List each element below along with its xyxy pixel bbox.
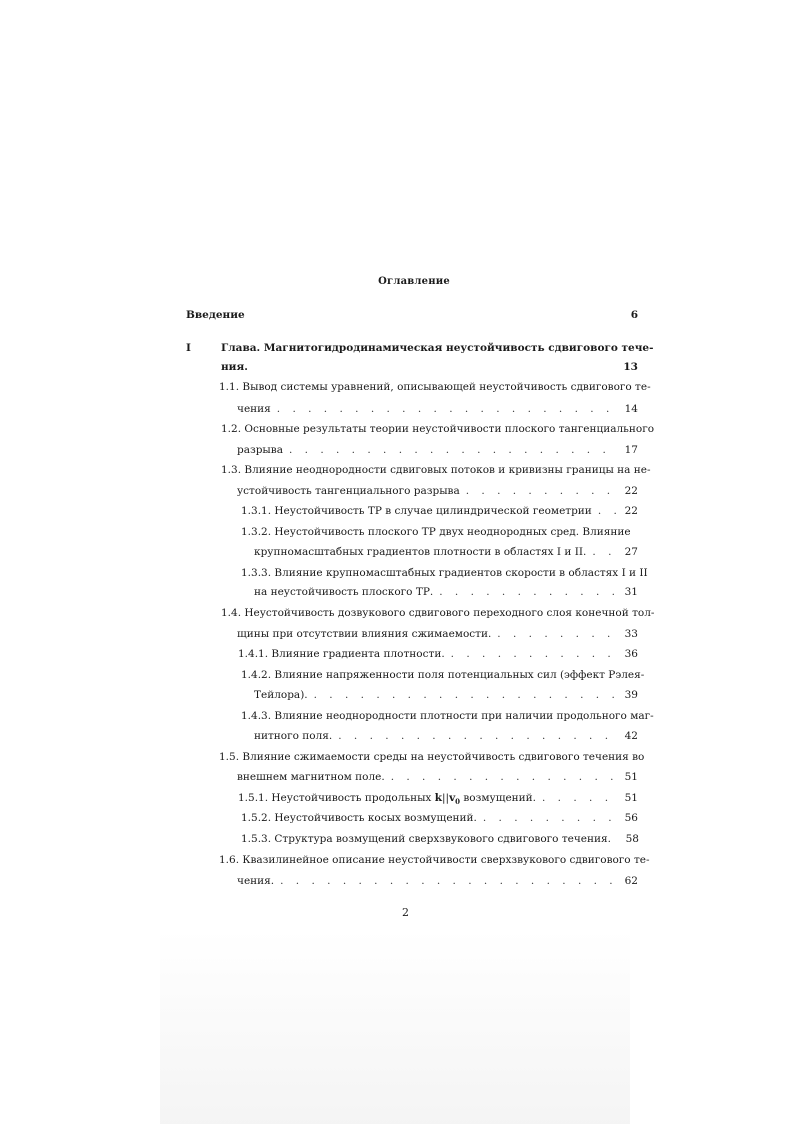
toc-entry-1-4-3-line1: 1.4.3. Влияние неоднородности плотности при наличии продольного маг- (241, 710, 654, 722)
toc-entry-1-5-3-title: 1.5.3. Структура возмущений сверхзвукового сдвигового течения. (241, 833, 611, 845)
toc-entry-1-3-2-line2: крупномасштабных градиентов плотности в областях I и II. (254, 546, 587, 558)
scan-shading (160, 930, 630, 1124)
toc-entry-1-3-1 (241, 504, 638, 518)
toc-entry-1-4-2 (254, 688, 638, 702)
toc-entry-1-3-3-page: 31 (624, 586, 638, 598)
toc-entry-1-5-1 (238, 791, 638, 809)
toc-entry-1-3-3-line2: на неустойчивость плоского ТР. (254, 586, 434, 598)
toc-entry-1-6-page: 62 (624, 875, 638, 887)
page-number: 2 (402, 906, 409, 919)
velocity-subscript: 0 (455, 797, 461, 807)
leader-dots (277, 402, 616, 416)
toc-entry-1-6-line1: 1.6. Квазилинейное описание неустойчивости сверхзвукового сдвигового те- (219, 854, 650, 866)
leader-dots (451, 647, 616, 661)
chapter-number: I (186, 342, 191, 354)
toc-entry-1-3-2-page: 27 (624, 546, 638, 558)
intro-label: Введение (186, 309, 245, 321)
toc-entry-1-2-line2: разрыва (237, 444, 283, 456)
toc-entry-1-6 (237, 874, 638, 888)
toc-entry-1-1-line2: чения (237, 403, 271, 415)
toc-entry-1-3 (237, 484, 638, 498)
toc-entry-1-2 (237, 443, 638, 457)
parallel-symbol: || (441, 792, 450, 804)
leader-dots (338, 729, 616, 743)
toc-entry-1-5-3-page: 58 (625, 833, 639, 845)
toc-entry-1-4-3 (254, 729, 638, 743)
chapter-title-line2: ния. (221, 361, 248, 373)
toc-entry-1-3-1-page: 22 (624, 505, 638, 517)
toc-entry-1-3-line1: 1.3. Влияние неоднородности сдвиговых потоков и кривизны границы на не- (221, 464, 651, 476)
toc-entry-1-4-line1: 1.4. Неустойчивость дозвукового сдвигового переходного слоя конечной тол- (221, 607, 655, 619)
leader-dots (592, 545, 616, 559)
leader-dots (439, 585, 616, 599)
intro-page: 6 (630, 309, 638, 321)
toc-entry-1-4-2-page: 39 (624, 689, 638, 701)
velocity-vector-v: v (449, 792, 456, 804)
toc-entry-1-4-2-line1: 1.4.2. Влияние напряженности поля потенциальных сил (эффект Рэлея- (241, 669, 645, 681)
toc-entry-1-1-page: 14 (624, 403, 638, 415)
leader-dots (391, 770, 616, 784)
title-prefix: 1.5.1. Неустойчивость продольных (238, 792, 435, 804)
toc-entry-1-1 (237, 402, 638, 416)
toc-entry-1-5-line1: 1.5. Влияние сжимаемости среды на неустойчивость сдвигового течения во (219, 751, 645, 763)
toc-entry-1-6-line2: чения. (237, 875, 275, 887)
toc-entry-1-4-3-line2: нитного поля. (254, 730, 333, 742)
leader-dots (280, 874, 616, 888)
toc-entry-1-4-1-page: 36 (624, 648, 638, 660)
leader-dots (314, 688, 616, 702)
toc-entry-1-5-page: 51 (624, 771, 638, 783)
toc-entry-1-2-page: 17 (624, 444, 638, 456)
toc-entry-1-5-2-page: 56 (624, 812, 638, 824)
toc-entry-1-4-2-line2: Тейлора). (254, 689, 308, 701)
toc-entry-1-5-1-page: 51 (624, 792, 638, 804)
toc-entry-1-5-1-title (238, 791, 536, 809)
toc-entry-1-3-3 (254, 585, 638, 599)
toc-entry-1-3-3-line1: 1.3.3. Влияние крупномасштабных градиентов скорости в областях I и II (241, 567, 648, 579)
toc-entry-1-4-1-title: 1.4.1. Влияние градиента плотности. (238, 648, 445, 660)
toc-entry-1-5-line2: внешнем магнитном поле. (237, 771, 385, 783)
leader-dots (483, 811, 616, 825)
leader-dots (598, 504, 616, 518)
toc-entry-1-4-line2: щины при отсутствии влияния сжимаемости. (237, 628, 492, 640)
wave-vector-k: k (434, 792, 442, 804)
toc-entry-1-4-3-page: 42 (624, 730, 638, 742)
toc-entry-1-3-page: 22 (624, 485, 638, 497)
leader-dots (542, 791, 616, 805)
toc-entry-1-4-page: 33 (624, 628, 638, 640)
toc-entry-1-3-2-line1: 1.3.2. Неустойчивость плоского ТР двух неоднородных сред. Влияние (241, 526, 631, 538)
toc-entry-1-5-3 (241, 832, 638, 846)
chapter-page: 13 (623, 361, 638, 373)
toc-entry-1-1-line1: 1.1. Вывод системы уравнений, описывающей неустойчивость сдвигового те- (219, 381, 651, 393)
chapter-title-line1: Глава. Магнитогидродинамическая неустойчивость сдвигового тече- (221, 342, 654, 354)
leader-dots (289, 443, 616, 457)
leader-dots (497, 627, 616, 641)
toc-entry-1-3-1-title: 1.3.1. Неустойчивость ТР в случае цилиндрической геометрии (241, 505, 592, 517)
toc-entry-1-4 (237, 627, 638, 641)
toc-entry-1-2-line1: 1.2. Основные результаты теории неустойчивости плоского тангенциального (221, 423, 655, 435)
toc-entry-1-5-2 (241, 811, 638, 825)
title-suffix: возмущений. (460, 792, 536, 804)
toc-entry-1-3-2 (254, 545, 638, 559)
toc-entry-1-4-1 (238, 647, 638, 661)
toc-entry-1-3-line2: устойчивость тангенциального разрыва (237, 485, 460, 497)
toc-entry-1-5 (237, 770, 638, 784)
leader-dots (466, 484, 616, 498)
toc-title: Оглавление (378, 276, 450, 287)
toc-entry-1-5-2-title: 1.5.2. Неустойчивость косых возмущений. (241, 812, 477, 824)
